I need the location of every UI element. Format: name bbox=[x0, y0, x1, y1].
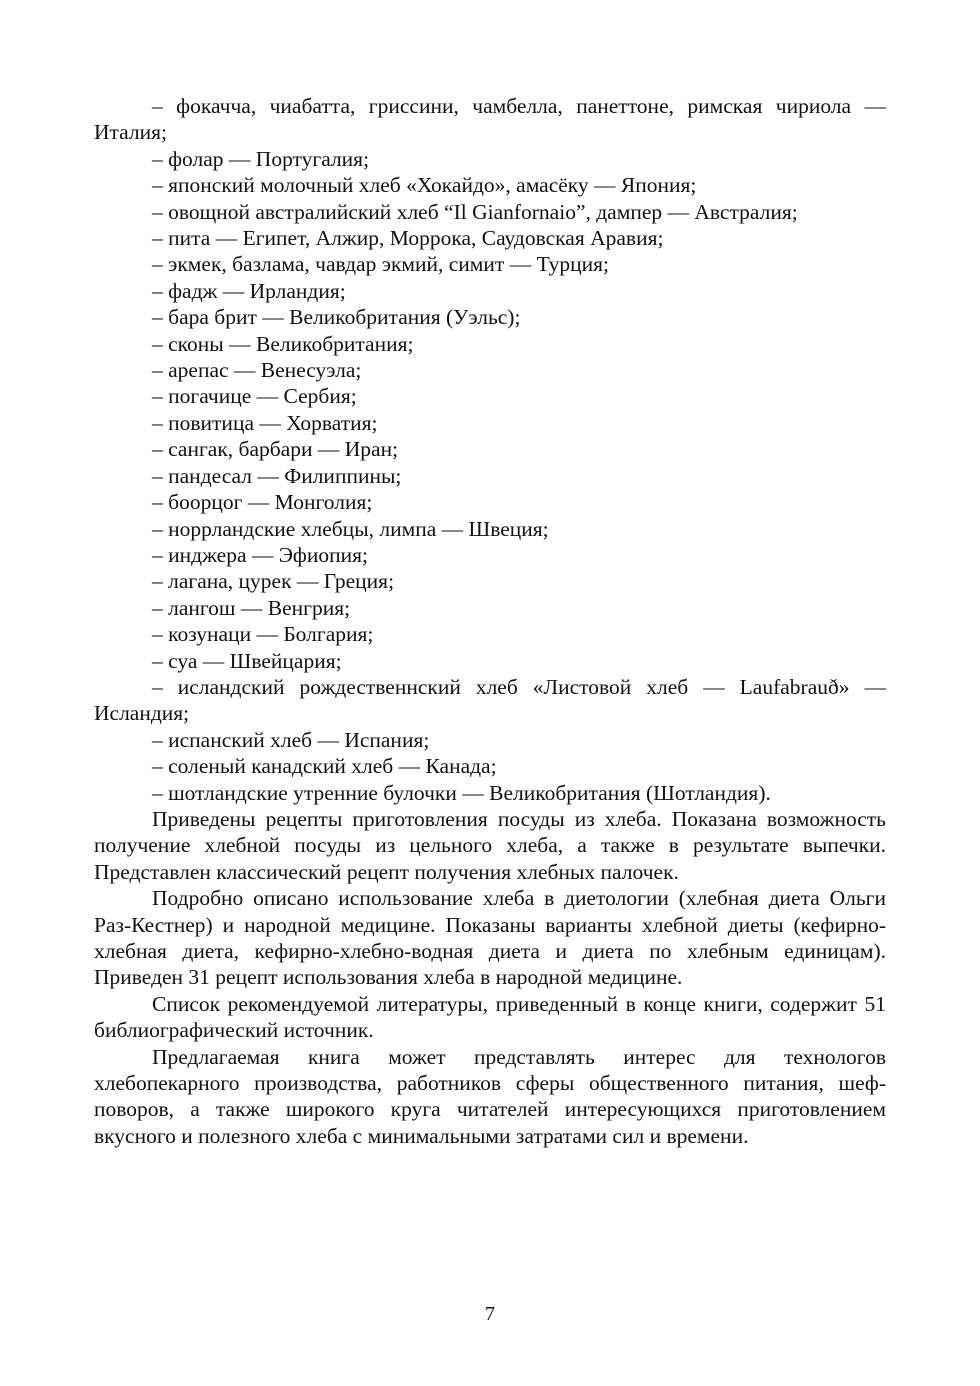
list-item: – фолар — Португалия; bbox=[152, 146, 370, 171]
list-item: – сконы — Великобритания; bbox=[152, 331, 414, 356]
list-item: – японский молочный хлеб «Хокайдо», амасёку — Япония; bbox=[152, 173, 697, 198]
list-item: – исландский рождественнский хлеб «Листовой хлеб — Laufabrauð» — Исландия; bbox=[94, 674, 886, 726]
list-item: – фокачча, чиабатта, гриссини, чамбелла, панеттоне, римская чириола — Италия; bbox=[94, 94, 886, 145]
list-item: – арепас — Венесуэла; bbox=[152, 358, 362, 383]
list-item: – бара брит — Великобритания (Уэльс); bbox=[152, 305, 521, 330]
list-item: – пандесал — Филиппины; bbox=[152, 463, 402, 488]
list-item: – погачице — Сербия; bbox=[152, 384, 357, 409]
list-item: – лагана, цурек — Греция; bbox=[152, 569, 395, 594]
page-body bbox=[94, 93, 886, 1149]
list-item: – козунаци — Болгария; bbox=[152, 622, 374, 647]
list-item: – боорцог — Монголия; bbox=[152, 490, 373, 515]
list-item: – испанский хлеб — Испания; bbox=[152, 727, 430, 752]
list-item: – шотландские утренние булочки — Великобритания (Шотландия). bbox=[152, 780, 771, 805]
paragraph-audience: Предлагаемая книга может представлять интерес для технологов хлебопекарного производства, работников сферы общественного питания, шеф-поворов, а также широкого круга читателей интересующихся приготовлением вкусного и полезного хлеба с минимальными затратами сил и времени. bbox=[94, 1044, 886, 1148]
list-item: – экмек, базлама, чавдар экмий, симит — Турция; bbox=[152, 252, 610, 277]
list-item: – фадж — Ирландия; bbox=[152, 278, 346, 303]
page-number: 7 bbox=[485, 1303, 495, 1325]
paragraph-literature: Список рекомендуемой литературы, приведенный в конце книги, содержит 51 библиографический источник. bbox=[94, 991, 886, 1043]
list-item: – инджера — Эфиопия; bbox=[152, 542, 368, 567]
list-item: – норрландские хлебцы, лимпа — Швеция; bbox=[152, 516, 549, 541]
paragraph-diet: Подробно описано использование хлеба в диетологии (хлебная диета Ольги Раз-Кестнер) и народной медицине. Показаны варианты хлебной диеты (кефирно-хлебная диета, кефирно-хлебно-водная диета и диета по хлебным единицам). Приведен 31 рецепт использования хлеба в народной медицине. bbox=[94, 886, 886, 990]
list-item: – повитица — Хорватия; bbox=[152, 410, 378, 435]
list-item: – суа — Швейцария; bbox=[152, 648, 342, 673]
list-item: – сангак, барбари — Иран; bbox=[152, 437, 399, 462]
list-item: – лангош — Венгрия; bbox=[152, 595, 351, 620]
list-item: – овощной австралийский хлеб “Il Gianfornaio”, дампер — Австралия; bbox=[152, 199, 798, 224]
list-item: – соленый канадский хлеб — Канада; bbox=[152, 754, 497, 779]
list-item: – пита — Египет, Алжир, Моррока, Саудовская Аравия; bbox=[152, 226, 664, 251]
paragraph-recipes: Приведены рецепты приготовления посуды из хлеба. Показана возможность получение хлебной посуды из цельного хлеба, а также в результате выпечки. Представлен классический рецепт получения хлебных палочек. bbox=[94, 806, 886, 884]
bread-country-list bbox=[94, 93, 886, 806]
